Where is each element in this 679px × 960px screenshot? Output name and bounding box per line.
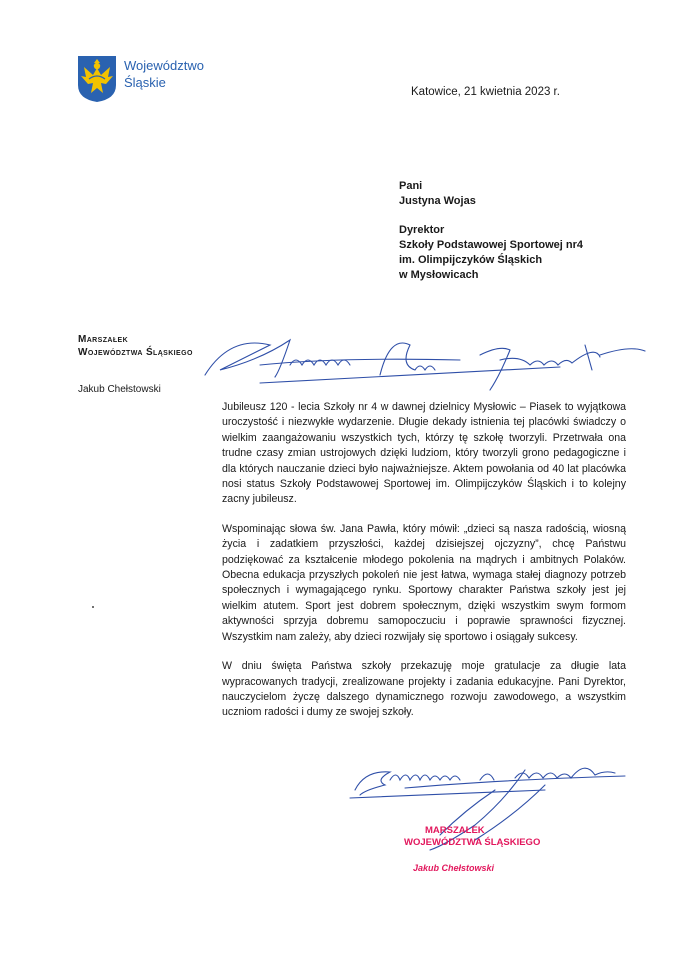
recipient-role: Dyrektor [399,224,445,236]
greeting-handwritten-signature [200,315,650,395]
recipient-school-line1: Szkoły Podstawowej Sportowej nr4 [399,239,583,251]
recipient-name: Justyna Wojas [399,195,476,207]
stamp-line2: WOJEWÓDZTWA ŚLĄSKIEGO [404,837,541,848]
sender-title-line1: Marszałek [78,334,129,345]
letter-body [222,400,626,735]
stamp-line3: Jakub Chełstowski [413,863,495,873]
body-paragraph-1: Jubileusz 120 - lecia Szkoły nr 4 w dawnej dzielnicy Mysłowic – Piasek to wyjątkowa uroczystość i niezwykłe wydarzenie. Długie dekady istnienia tej placówki świadczy o wielkim zaangażowaniu wszystkich tych, którzy tę szkołę tworzyli. Przetrwała ona trudne czasy zmian ustrojowych dzięki ludziom, który tworzyli grono pedagogiczne i dla których nauczanie dzieci było najważniejsze. Aktem powołania od 40 lat placówka nosi status Szkoły Podstawowej Sportowej im. Olimpijczyków Śląskich i to kolejny zacny jubileusz. [222,401,626,506]
recipient-block [399,179,583,283]
sender-title-line2: Województwa Śląskiego [78,347,193,358]
recipient-school-line3: w Mysłowicach [399,269,479,281]
stamp-line1: MARSZAŁEK [425,825,485,836]
org-name-line2: Śląskie [124,75,166,90]
sender-name: Jakub Chełstowski [78,384,161,395]
silesian-eagle-crest-icon [77,55,117,103]
sender-title [78,333,193,359]
recipient-title: Pani [399,180,423,192]
body-paragraph-2: Wspominając słowa św. Jana Pawła, który mówił: „dzieci są nasza radością, wiosną życia i zadatkiem przyszłości, każdej dzisiejszej ojczyzny”, chcę Państwu podziękować za kształcenie młodego pokolenia na mądrych i ambitnych Polaków. Obecna edukacja przyszłych pokoleń nie jest łatwa, wymaga stałej diagnozy potrzeb społecznych i wymagającego rynku. Sportowy charakter Państwa szkoły jest jej wielkim atutem. Sport jest dobrem społecznym, dzięki wszystkim swym formom aktywności sprzyja dobremu samopoczuciu i poprawie sprawności fizycznej. Wszystkim nam zależy, aby dzieci rozwijały się sportowo i osiągały sukcesy. [222,522,626,643]
organization-name [124,57,204,91]
body-paragraph-3: W dniu święta Państwa szkoły przekazuję moje gratulacje za długie lata wypracowanych tradycji, zrealizowane projekty i zadania edukacyjne. Pani Dyrektor, nauczycielom życzę dalszego dynamicznego rozwoju zawodowego, a wszystkim uczniom radości i dumy ze swojej szkoły. [222,660,626,719]
letter-date: Katowice, 21 kwietnia 2023 r. [411,86,560,98]
org-name-line1: Województwo [124,58,204,73]
recipient-school-line2: im. Olimpijczyków Śląskich [399,254,543,266]
scan-speck [92,606,94,608]
